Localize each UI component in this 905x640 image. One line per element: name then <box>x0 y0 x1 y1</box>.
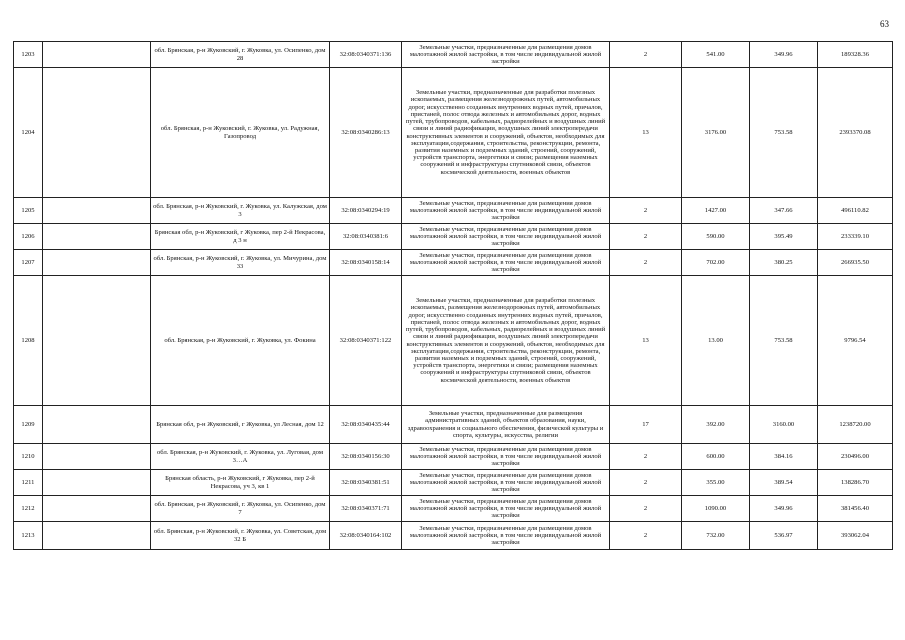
area-cell: 355.00 <box>682 470 750 496</box>
use-group-code-cell: 2 <box>610 42 682 68</box>
address-cell: обл. Брянская, р-н Жуковский, г. Жуковка, ул. Советская, дом 32 Б <box>151 522 330 550</box>
blank-cell <box>43 470 151 496</box>
area-cell: 1427.00 <box>682 198 750 224</box>
blank-cell <box>43 522 151 550</box>
cadastral-value-cell: 2393370.08 <box>818 68 893 198</box>
record-number: 1203 <box>14 42 43 68</box>
cadastral-value-cell: 266935.50 <box>818 250 893 276</box>
permitted-use-cell: Земельные участки, предназначенные для размещения домов малоэтажной жилой застройки, в том числе индивидуальной жилой застройки <box>402 496 610 522</box>
specific-value-cell: 349.96 <box>750 496 818 522</box>
address-cell: обл. Брянская, р-н Жуковский, г. Жуковка, ул. Луговая, дом 3…А <box>151 444 330 470</box>
cadastral-number-cell: 32:08:0340371:122 <box>330 276 402 406</box>
cadastral-value-cell: 189328.36 <box>818 42 893 68</box>
area-cell: 1090.00 <box>682 496 750 522</box>
cadastral-value-cell: 9796.54 <box>818 276 893 406</box>
record-number: 1213 <box>14 522 43 550</box>
blank-cell <box>43 42 151 68</box>
cadastral-value-table <box>13 41 893 550</box>
table-row <box>14 42 893 68</box>
blank-cell <box>43 224 151 250</box>
permitted-use-cell: Земельные участки, предназначенные для размещения домов малоэтажной жилой застройки, в том числе индивидуальной жилой застройки <box>402 522 610 550</box>
specific-value-cell: 384.16 <box>750 444 818 470</box>
address-cell: обл. Брянская, р-н Жуковский, г. Жуковка, ул. Фокина <box>151 276 330 406</box>
use-group-code-cell: 2 <box>610 224 682 250</box>
cadastral-number-cell: 32:08:0340158:14 <box>330 250 402 276</box>
table-body <box>14 42 893 550</box>
table-row <box>14 406 893 444</box>
use-group-code-cell: 2 <box>610 444 682 470</box>
cadastral-number-cell: 32:08:0340371:71 <box>330 496 402 522</box>
use-group-code-cell: 17 <box>610 406 682 444</box>
permitted-use-cell: Земельные участки, предназначенные для размещения домов малоэтажной жилой застройки, в том числе индивидуальной жилой застройки <box>402 198 610 224</box>
cadastral-number-cell: 32:08:0340371:136 <box>330 42 402 68</box>
cadastral-value-cell: 230496.00 <box>818 444 893 470</box>
area-cell: 392.00 <box>682 406 750 444</box>
record-number: 1210 <box>14 444 43 470</box>
cadastral-number-cell: 32:08:0340156:30 <box>330 444 402 470</box>
record-number: 1209 <box>14 406 43 444</box>
record-number: 1207 <box>14 250 43 276</box>
cadastral-value-cell: 1238720.00 <box>818 406 893 444</box>
use-group-code-cell: 13 <box>610 276 682 406</box>
address-cell: обл. Брянская, р-н Жуковский, г. Жуковка, ул. Радужная, Газопровод <box>151 68 330 198</box>
use-group-code-cell: 2 <box>610 470 682 496</box>
cadastral-number-cell: 32:08:0340435:44 <box>330 406 402 444</box>
table-row <box>14 198 893 224</box>
area-cell: 590.00 <box>682 224 750 250</box>
use-group-code-cell: 2 <box>610 250 682 276</box>
record-number: 1204 <box>14 68 43 198</box>
use-group-code-cell: 13 <box>610 68 682 198</box>
cadastral-value-cell: 393062.04 <box>818 522 893 550</box>
blank-cell <box>43 406 151 444</box>
record-number: 1212 <box>14 496 43 522</box>
specific-value-cell: 380.25 <box>750 250 818 276</box>
page-number: 63 <box>880 19 889 29</box>
blank-cell <box>43 198 151 224</box>
address-cell: Брянская обл, р-н Жуковский, г Жуковка, пер 2-й Некрасова, д 3 н <box>151 224 330 250</box>
cadastral-number-cell: 32:08:0340381:6 <box>330 224 402 250</box>
cadastral-number-cell: 32:08:0340381:51 <box>330 470 402 496</box>
address-cell: обл. Брянская, р-н Жуковский, г. Жуковка, ул. Калужская, дом 3 <box>151 198 330 224</box>
table-row <box>14 470 893 496</box>
permitted-use-cell: Земельные участки, предназначенные для размещения домов малоэтажной жилой застройки, в том числе индивидуальной жилой застройки <box>402 42 610 68</box>
specific-value-cell: 389.54 <box>750 470 818 496</box>
address-cell: Брянская область, р-н Жуковский, г Жуковка, пер 2-й Некрасова, уч 3, кв 1 <box>151 470 330 496</box>
permitted-use-cell: Земельные участки, предназначенные для разработки полезных ископаемых, размещения железнодорожных путей, автомобильных дорог, искусственно созданных внутренних водных путей, причалов, пристаней, полос отвода железных и автомобильных дорог, водных путей, трубопроводов, кабельных, радиорелейных и воздушных линий связи и линий радиофикации, воздушных линий электропередачи конструктивных элементов и сооружений, объектов, необходимых для эксплуатации,содержания, строительства, реконструкции, ремонта, развития наземных и подземных зданий, строений, сооружений, устройств транспорта, энергетики и связи; размещения наземных сооружений и инфраструктуры спутниковой связи, объектов космической деятельности, военных объектов <box>402 276 610 406</box>
record-number: 1211 <box>14 470 43 496</box>
address-cell: обл. Брянская, р-н Жуковский, г. Жуковка, ул. Осипенко, дом 7 <box>151 496 330 522</box>
specific-value-cell: 753.58 <box>750 68 818 198</box>
record-number: 1205 <box>14 198 43 224</box>
area-cell: 541.00 <box>682 42 750 68</box>
address-cell: Брянская обл, р-н Жуковский, г Жуковка, ул Лесная, дом 12 <box>151 406 330 444</box>
blank-cell <box>43 276 151 406</box>
blank-cell <box>43 68 151 198</box>
cadastral-value-cell: 496110.82 <box>818 198 893 224</box>
address-cell: обл. Брянская, р-н Жуковский, г. Жуковка, ул. Мичурина, дом 33 <box>151 250 330 276</box>
cadastral-number-cell: 32:08:0340286:13 <box>330 68 402 198</box>
permitted-use-cell: Земельные участки, предназначенные для разработки полезных ископаемых, размещения железнодорожных путей, автомобильных дорог, искусственно созданных внутренних водных путей, причалов, пристаней, полос отвода железных и автомобильных дорог, водных путей, трубопроводов, кабельных, радиорелейных и воздушных линий связи и линий радиофикации, воздушных линий электропередачи конструктивных элементов и сооружений, объектов, необходимых для эксплуатации,содержания, строительства, реконструкции, ремонта, развития наземных и подземных зданий, строений, сооружений, устройств транспорта, энергетики и связи; размещения наземных сооружений и инфраструктуры спутниковой связи, объектов космической деятельности, военных объектов <box>402 68 610 198</box>
table-row <box>14 250 893 276</box>
table-row <box>14 276 893 406</box>
permitted-use-cell: Земельные участки, предназначенные для размещения домов малоэтажной жилой застройки, в том числе индивидуальной жилой застройки <box>402 444 610 470</box>
area-cell: 732.00 <box>682 522 750 550</box>
table-row <box>14 522 893 550</box>
record-number: 1208 <box>14 276 43 406</box>
blank-cell <box>43 496 151 522</box>
blank-cell <box>43 444 151 470</box>
cadastral-value-cell: 233339.10 <box>818 224 893 250</box>
specific-value-cell: 3160.00 <box>750 406 818 444</box>
area-cell: 702.00 <box>682 250 750 276</box>
permitted-use-cell: Земельные участки, предназначенные для размещения домов малоэтажной жилой застройки, в том числе индивидуальной жилой застройки <box>402 470 610 496</box>
cadastral-number-cell: 32:08:0340164:102 <box>330 522 402 550</box>
use-group-code-cell: 2 <box>610 496 682 522</box>
cadastral-number-cell: 32:08:0340294:19 <box>330 198 402 224</box>
area-cell: 3176.00 <box>682 68 750 198</box>
cadastral-value-cell: 381456.40 <box>818 496 893 522</box>
blank-cell <box>43 250 151 276</box>
specific-value-cell: 395.49 <box>750 224 818 250</box>
table-row <box>14 496 893 522</box>
record-number: 1206 <box>14 224 43 250</box>
permitted-use-cell: Земельные участки, предназначенные для размещения домов малоэтажной жилой застройки, в том числе индивидуальной жилой застройки <box>402 250 610 276</box>
use-group-code-cell: 2 <box>610 198 682 224</box>
table-row <box>14 444 893 470</box>
table-row <box>14 224 893 250</box>
cadastral-value-cell: 138286.70 <box>818 470 893 496</box>
use-group-code-cell: 2 <box>610 522 682 550</box>
permitted-use-cell: Земельные участки, предназначенные для размещения административных зданий, объектов образования, науки, здравоохранения и социального обеспечения, физической культуры и спорта, культуры, искусства, религии <box>402 406 610 444</box>
area-cell: 600.00 <box>682 444 750 470</box>
specific-value-cell: 347.66 <box>750 198 818 224</box>
specific-value-cell: 536.97 <box>750 522 818 550</box>
specific-value-cell: 349.96 <box>750 42 818 68</box>
permitted-use-cell: Земельные участки, предназначенные для размещения домов малоэтажной жилой застройки, в том числе индивидуальной жилой застройки <box>402 224 610 250</box>
specific-value-cell: 753.58 <box>750 276 818 406</box>
address-cell: обл. Брянская, р-н Жуковский, г. Жуковка, ул. Осипенко, дом 28 <box>151 42 330 68</box>
area-cell: 13.00 <box>682 276 750 406</box>
table-row <box>14 68 893 198</box>
